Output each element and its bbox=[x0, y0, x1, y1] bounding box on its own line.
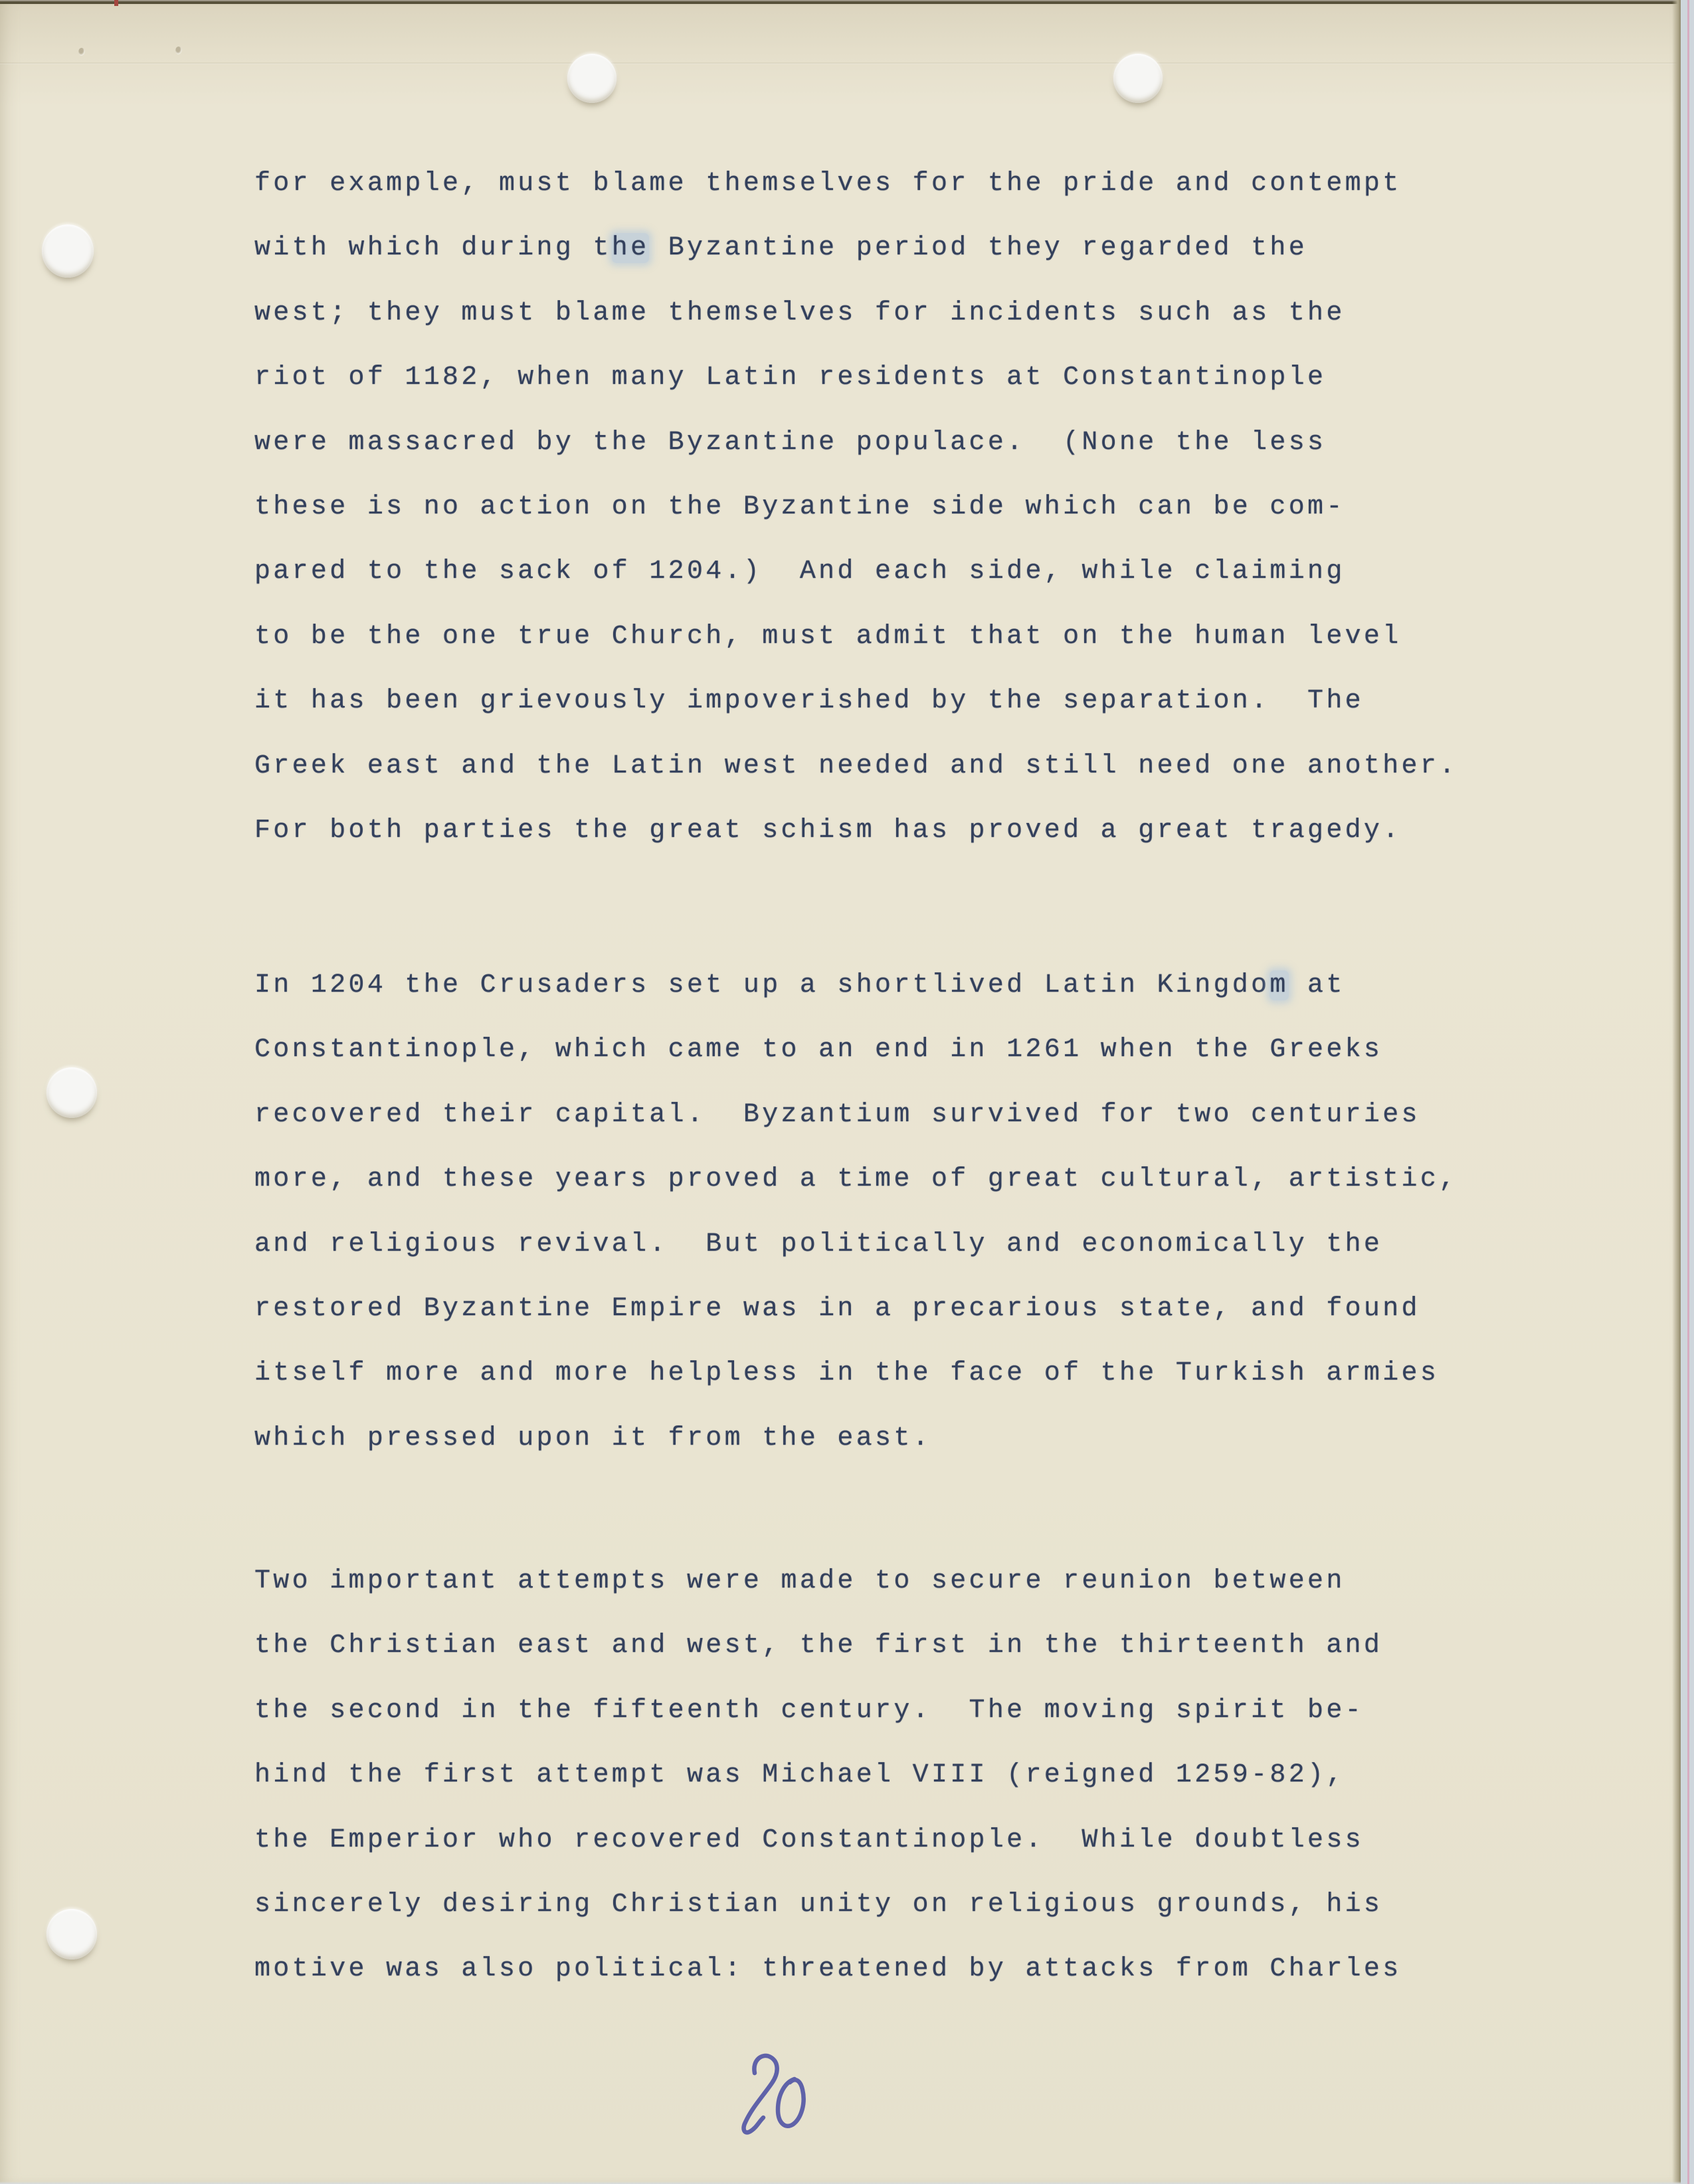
text-line: these is no action on the Byzantine side which can be com- bbox=[254, 492, 1345, 522]
text-line: For both parties the great schism has proved a great tragedy. bbox=[254, 815, 1402, 846]
text-line: and religious revival. But politically and economically the bbox=[254, 1229, 1383, 1259]
text-line: riot of 1182, when many Latin residents at Constantinople bbox=[254, 363, 1327, 393]
text-line: Two important attempts were made to secure reunion between bbox=[254, 1566, 1345, 1596]
handwritten-digit-2 bbox=[744, 2056, 777, 2133]
text-line: were massacred by the Byzantine populace. (None the less bbox=[254, 427, 1327, 458]
overtype-correction: m bbox=[1270, 970, 1289, 1000]
scanner-pink-line bbox=[1687, 0, 1689, 2184]
text-line: sincerely desiring Christian unity on religious grounds, his bbox=[254, 1889, 1383, 1920]
handwritten-20-drawing bbox=[712, 2048, 825, 2154]
text-line: Greek east and the Latin west needed and still need one another. bbox=[254, 751, 1458, 781]
text-line: pared to the sack of 1204.) And each side, while claiming bbox=[254, 557, 1345, 587]
punch-hole-left-upper bbox=[42, 225, 94, 278]
text-line: the second in the fifteenth century. The moving spirit be- bbox=[254, 1695, 1364, 1726]
text-line: the Emperior who recovered Constantinople. While doubtless bbox=[254, 1825, 1364, 1855]
page-right-edge bbox=[1672, 0, 1681, 2184]
handwritten-digit-0 bbox=[778, 2079, 804, 2126]
text-line: for example, must blame themselves for the pride and contempt bbox=[254, 169, 1402, 199]
text-line: In 1204 the Crusaders set up a shortlived Latin Kingdom at bbox=[254, 970, 1345, 1000]
typewritten-text bbox=[254, 0, 1583, 2184]
text-line: Constantinople, which came to an end in 1261 when the Greeks bbox=[254, 1035, 1383, 1065]
text-line: motive was also political: threatened by attacks from Charles bbox=[254, 1954, 1402, 1985]
punch-hole-left-middle bbox=[47, 1067, 97, 1118]
paper-dent-speck bbox=[78, 48, 85, 56]
text-line: to be the one true Church, must admit that on the human level bbox=[254, 621, 1402, 652]
text-line: restored Byzantine Empire was in a precarious state, and found bbox=[254, 1293, 1420, 1324]
text-line: itself more and more helpless in the face of the Turkish armies bbox=[254, 1358, 1440, 1389]
overtype-correction: he bbox=[611, 233, 650, 264]
text-line: which pressed upon it from the east. bbox=[254, 1423, 931, 1453]
text-line: west; they must blame themselves for incidents such as the bbox=[254, 298, 1345, 328]
paper-dent-speck bbox=[175, 46, 182, 54]
text-line: more, and these years proved a time of great cultural, artistic, bbox=[254, 1164, 1458, 1195]
text-line: recovered their capital. Byzantium survived for two centuries bbox=[254, 1099, 1420, 1130]
paragraph bbox=[254, 953, 1458, 1471]
handwritten-page-number bbox=[712, 2048, 825, 2154]
red-edge-mark bbox=[114, 0, 118, 6]
text-line: hind the first attempt was Michael VIII (reigned 1259-82), bbox=[254, 1760, 1345, 1791]
text-line: the Christian east and west, the first in the thirteenth and bbox=[254, 1631, 1383, 1661]
text-line: it has been grievously impoverished by the separation. The bbox=[254, 686, 1364, 717]
punch-hole-left-lower bbox=[47, 1909, 97, 1959]
paragraph bbox=[254, 1549, 1402, 2002]
text-line: with which during the Byzantine period they regarded the bbox=[254, 233, 1308, 264]
paragraph bbox=[254, 151, 1458, 863]
